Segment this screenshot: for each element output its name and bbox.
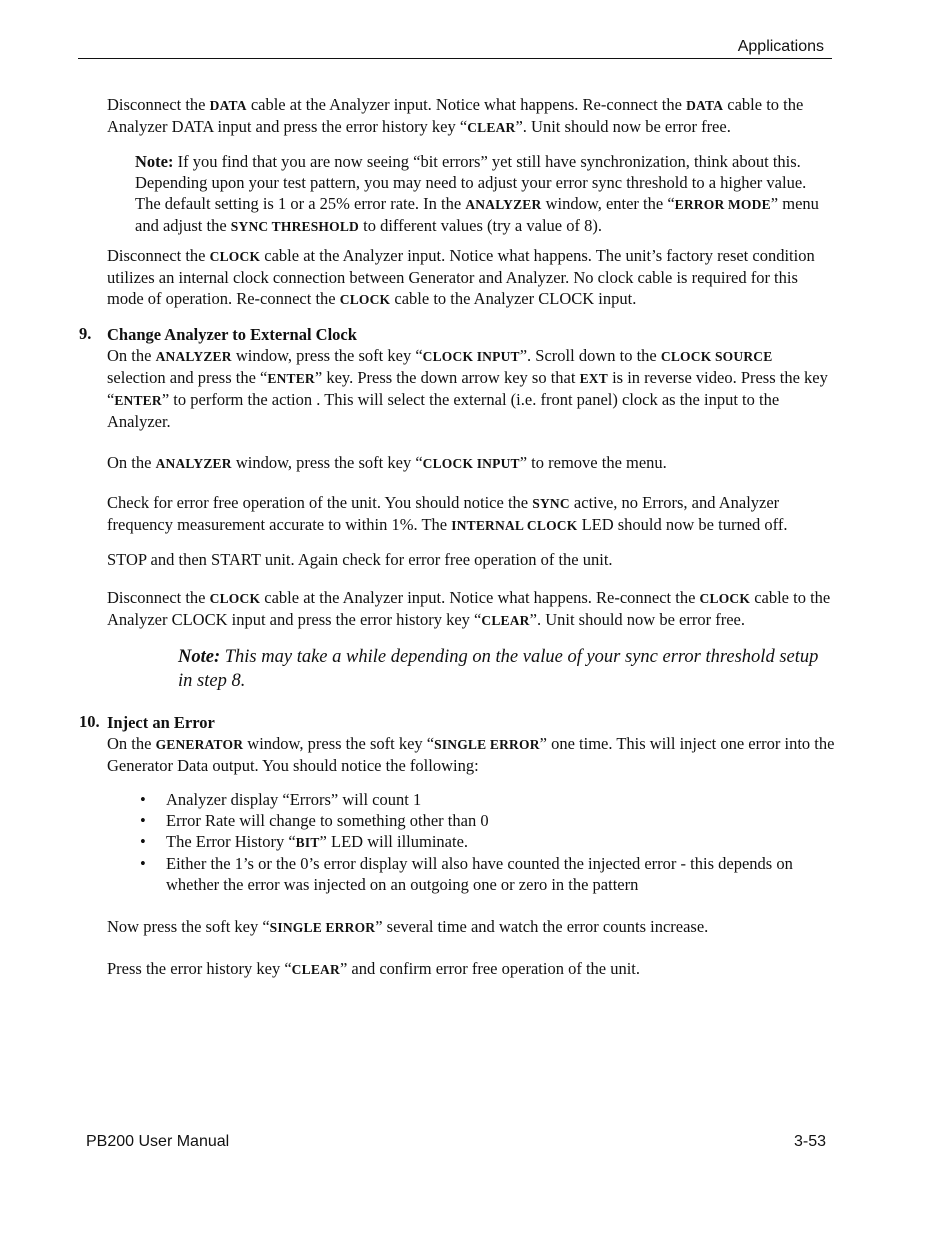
step-10-body: Inject an Error On the GENERATOR window, press the soft key “SINGLE ERROR” one time. This will inject one error into the Generator Data output. You should notice the following: — [107, 712, 837, 776]
note-bit-errors: Note: If you find that you are now seeing “bit errors” yet still have synchronization, think about this. Depending upon your test pattern, you may need to adjust your error sync threshold to a higher value. The default setting is 1 or a 25% error rate. In the ANALYZER window, enter the “ERROR MODE” menu and adjust the SYNC THRESHOLD to different values (try a value of 8). — [135, 152, 819, 235]
step-10-title: Inject an Error — [107, 713, 215, 732]
bullet-icon: • — [140, 854, 146, 873]
paragraph-reconnect-clock: Disconnect the CLOCK cable at the Analyzer input. Notice what happens. Re-connect the CLOCK cable to the Analyzer CLOCK input and press the error history key “CLEAR”. Unit should now be error free. — [107, 588, 831, 629]
paragraph-remove-menu: On the ANALYZER window, press the soft key “CLOCK INPUT” to remove the menu. — [107, 453, 667, 472]
page-number: 3-53 — [793, 1133, 826, 1150]
paragraph-stop-start: STOP and then START unit. Again check for error free operation of the unit. — [107, 550, 613, 569]
paragraph-disconnect-data: Disconnect the DATA cable at the Analyzer input. Notice what happens. Re-connect the DATA cable to the Analyzer DATA input and press the error history key “CLEAR”. Unit should now be error free. — [107, 95, 804, 136]
step-10-number: 10. — [79, 712, 100, 731]
bullet-icon: • — [140, 832, 146, 851]
footer-manual-title: PB200 User Manual — [86, 1133, 230, 1150]
list-item: • Either the 1’s or the 0’s error display will also have counted the injected error - this depends on whether the error was injected on an outgoing one or zero in the pattern — [140, 854, 793, 894]
bullet-icon: • — [140, 811, 146, 830]
note-sync-threshold: Note: This may take a while depending on the value of your sync error threshold setup in step 8. — [178, 647, 819, 691]
paragraph-several-errors: Now press the soft key “SINGLE ERROR” several time and watch the error counts increase. — [107, 917, 709, 936]
paragraph-clear-confirm: Press the error history key “CLEAR” and confirm error free operation of the unit. — [107, 959, 641, 978]
paragraph-disconnect-clock: Disconnect the CLOCK cable at the Analyzer input. Notice what happens. The unit’s factory reset condition utilizes an internal clock connection between Generator and Analyzer. No clock cable is required for this mode of operation. Re-connect the CLOCK cable to the Analyzer CLOCK input. — [107, 246, 815, 308]
list-item: • Error Rate will change to something other than 0 — [140, 811, 489, 830]
effects-list — [136, 789, 836, 895]
paragraph-check-error-free: Check for error free operation of the unit. You should notice the SYNC active, no Errors, and Analyzer frequency measurement accurate to within 1%. The INTERNAL CLOCK LED should now be turned off. — [107, 493, 788, 534]
step-9-body: Change Analyzer to External Clock On the ANALYZER window, press the soft key “CLOCK INPUT”. Scroll down to the CLOCK SOURCE selection and press the “ENTER” key. Press the down arrow key so that EXT is in reverse video. Press the key “ENTER” to perform the action . This will select the external (i.e. front panel) clock as the input to the Analyzer. — [107, 324, 832, 432]
note-label: Note: — [178, 647, 221, 667]
header-title: Applications — [737, 38, 824, 55]
list-item: • The Error History “BIT” LED will illuminate. — [140, 832, 469, 851]
note-label: Note: — [135, 152, 174, 171]
list-item: • Analyzer display “Errors” will count 1 — [140, 790, 422, 809]
bullet-icon: • — [140, 790, 146, 809]
step-9-number: 9. — [79, 324, 92, 343]
step-9-title: Change Analyzer to External Clock — [107, 325, 357, 344]
page-header — [78, 36, 832, 59]
